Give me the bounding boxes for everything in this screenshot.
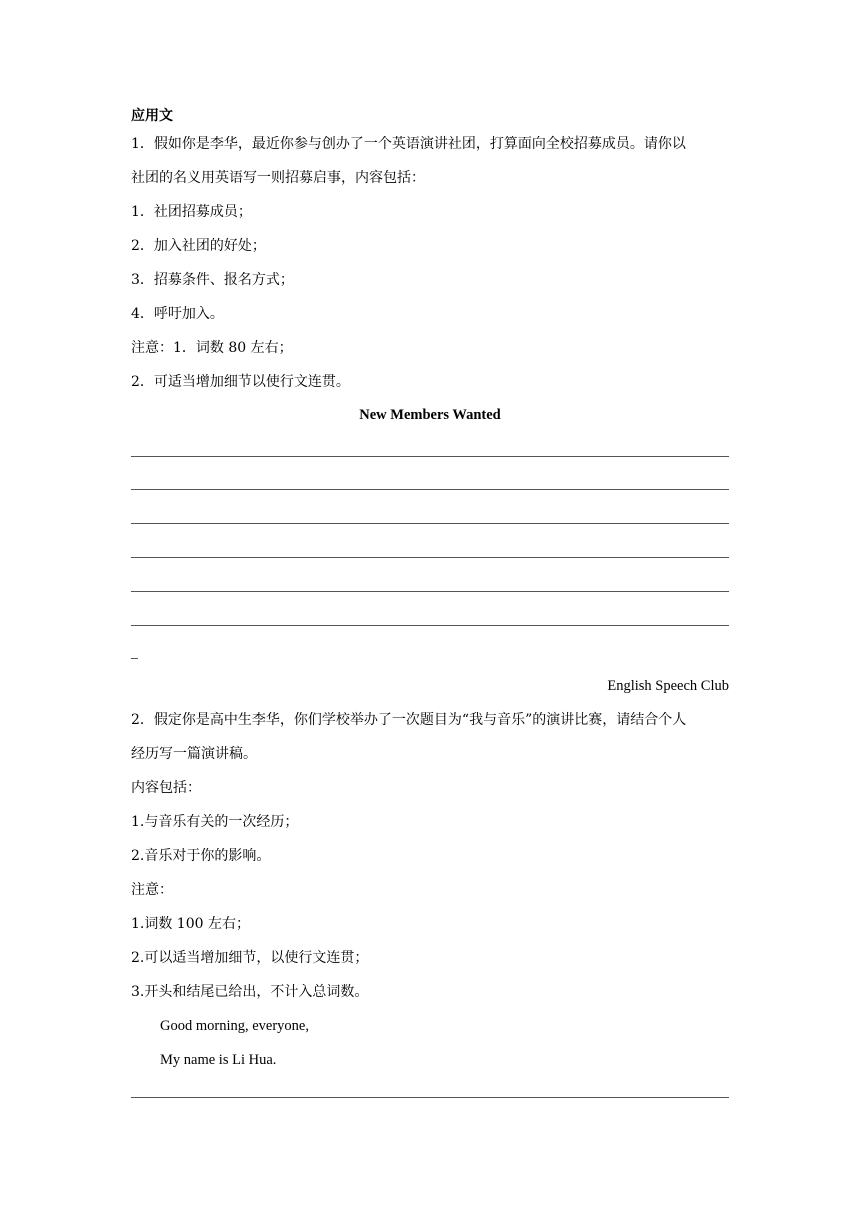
- answer-line: [131, 625, 729, 626]
- q2-content-heading: 内容包括：: [131, 780, 201, 796]
- q2-prompt-line-2: 经历写一篇演讲稿。: [131, 746, 257, 762]
- q1-point-1: 1．社团招募成员；: [131, 204, 252, 220]
- answer-line: [131, 1097, 729, 1098]
- q1-note-1: 注意：1．词数 80 左右；: [131, 340, 293, 356]
- answer-line: [131, 456, 729, 457]
- answer-line: [131, 523, 729, 524]
- section-title: 应用文: [131, 108, 173, 124]
- q2-notes-heading: 注意：: [131, 882, 173, 898]
- q1-signature: English Speech Club: [607, 678, 729, 694]
- q1-prompt-line-2: 社团的名义用英语写一则招募启事，内容包括：: [131, 170, 425, 186]
- q2-prompt-line-1: 2．假定你是高中生李华，你们学校举办了一次题目为“我与音乐”的演讲比赛，请结合个人: [131, 712, 687, 728]
- answer-line: [131, 489, 729, 490]
- answer-line-end: [131, 658, 138, 659]
- q2-opening-line-1: Good morning, everyone,: [160, 1018, 309, 1034]
- q1-prompt-line-1: 1．假如你是李华，最近你参与创办了一个英语演讲社团，打算面向全校招募成员。请你以: [131, 136, 686, 152]
- q1-point-4: 4．呼吁加入。: [131, 306, 224, 322]
- q2-note-1: 1.词数 100 左右；: [131, 916, 250, 932]
- q2-point-2: 2.音乐对于你的影响。: [131, 848, 271, 864]
- q2-point-1: 1.与音乐有关的一次经历；: [131, 814, 299, 830]
- q2-note-2: 2.可以适当增加细节，以使行文连贯；: [131, 950, 369, 966]
- q1-note-2: 2．可适当增加细节以使行文连贯。: [131, 374, 350, 390]
- q2-note-3: 3.开头和结尾已给出，不计入总词数。: [131, 984, 369, 1000]
- answer-line: [131, 557, 729, 558]
- q1-point-3: 3．招募条件、报名方式；: [131, 272, 294, 288]
- q1-essay-title: New Members Wanted: [359, 407, 501, 423]
- q1-point-2: 2．加入社团的好处；: [131, 238, 266, 254]
- answer-line: [131, 591, 729, 592]
- q2-opening-line-2: My name is Li Hua.: [160, 1052, 277, 1068]
